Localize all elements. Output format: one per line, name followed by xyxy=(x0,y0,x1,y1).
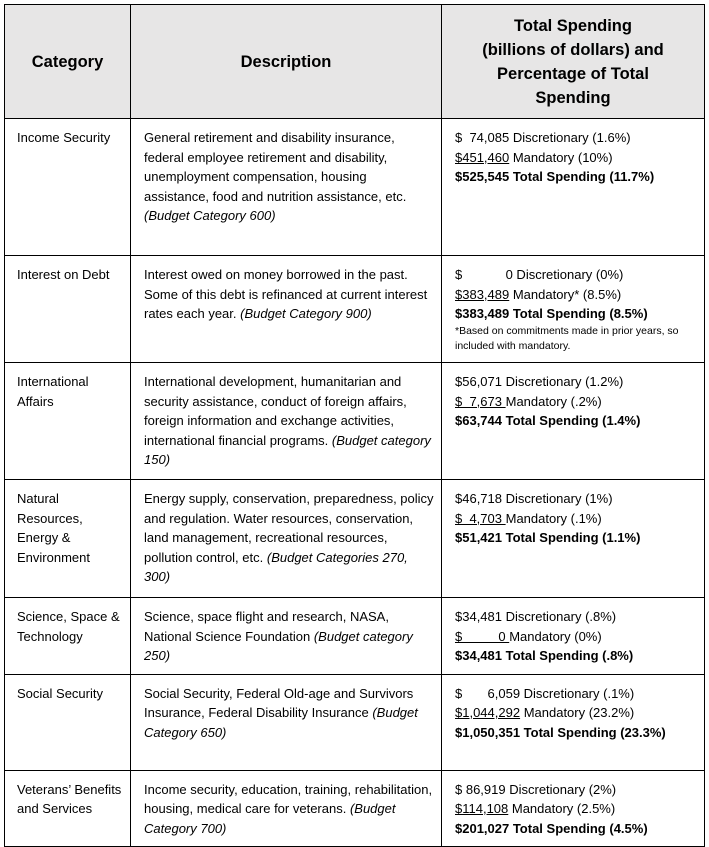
total-spending: $34,481 Total Spending (.8%) xyxy=(455,648,634,663)
description-text: International development, humanitarian and security assistance, conduct of foreign affairs, foreign information and exchange activities, international financial programs. xyxy=(144,374,407,448)
budget-category: (Budget category 250) xyxy=(144,628,413,663)
table-row xyxy=(5,674,705,770)
mandatory-amount: $383,489 xyxy=(455,286,510,302)
spending-cell xyxy=(442,674,705,770)
category-cell: Science, Space & Technology xyxy=(17,609,120,644)
discretionary-label: Discretionary (.8%) xyxy=(502,609,617,624)
category-cell: Veterans’ Benefits and Services xyxy=(17,781,122,816)
mandatory-label: Mandatory (10%) xyxy=(509,149,613,165)
description-text: Social Security, Federal Old-age and Survivors Insurance, Federal Disability Insurance xyxy=(144,685,414,720)
category-cell: Interest on Debt xyxy=(17,267,110,282)
total-spending: $51,421 Total Spending (1.1%) xyxy=(455,530,641,545)
description-cell xyxy=(131,256,442,363)
description-cell xyxy=(131,770,442,847)
budget-category: (Budget Category 650) xyxy=(144,705,418,740)
table-row xyxy=(5,363,705,480)
description-text: Income security, education, training, rehabilitation, housing, medical care for veterans. xyxy=(144,781,433,816)
description-text: Interest owed on money borrowed in the past. Some of this debt is refinanced at current interest rates each year. xyxy=(144,267,428,321)
mandatory-label: Mandatory (.2%) xyxy=(505,393,602,409)
table-row xyxy=(5,770,705,847)
spending-cell xyxy=(442,598,705,675)
discretionary-amount: $34,481 xyxy=(455,609,502,624)
mandatory-amount: $451,460 xyxy=(455,149,510,165)
discretionary-amount: $56,071 xyxy=(455,374,502,389)
discretionary-label: Discretionary (.1%) xyxy=(520,685,635,701)
description-cell xyxy=(131,119,442,256)
header-total-line3: Percentage of Total xyxy=(497,64,649,83)
spending-cell xyxy=(442,363,705,480)
total-spending: $1,050,351 Total Spending (23.3%) xyxy=(455,724,666,740)
discretionary-label: Discretionary (1%) xyxy=(502,491,613,506)
description-cell xyxy=(131,674,442,770)
description-text: Energy supply, conservation, preparedness, policy and regulation. Water resources, conservation, land management, recreational resources, pollution control, etc. xyxy=(144,491,434,565)
header-description: Description xyxy=(131,5,442,119)
mandatory-label: Mandatory (0%) xyxy=(509,628,602,644)
total-spending: $201,027 Total Spending (4.5%) xyxy=(455,820,648,836)
spending-cell xyxy=(442,480,705,598)
description-cell xyxy=(131,598,442,675)
discretionary-amount: $ 0 xyxy=(455,267,513,282)
spending-cell xyxy=(442,256,705,363)
header-category: Category xyxy=(5,5,131,119)
budget-category: (Budget Category 900) xyxy=(240,306,372,321)
total-spending: $525,545 Total Spending (11.7%) xyxy=(455,169,655,184)
mandatory-amount: $ 4,703 xyxy=(455,510,506,526)
spending-cell xyxy=(442,119,705,256)
discretionary-label: Discretionary (2%) xyxy=(505,781,617,797)
header-total-line1: Total Spending xyxy=(514,16,632,35)
mandatory-label: Mandatory (.1%) xyxy=(505,510,602,526)
description-text: Science, space flight and research, NASA, National Science Foundation xyxy=(144,609,389,644)
mandatory-label: Mandatory* (8.5%) xyxy=(509,286,622,302)
category-cell: International Affairs xyxy=(17,374,89,409)
discretionary-label: Discretionary (0%) xyxy=(512,267,624,282)
discretionary-amount: $46,718 xyxy=(455,491,502,506)
description-cell xyxy=(131,480,442,598)
mandatory-amount: $1,044,292 xyxy=(455,705,521,720)
header-total-line4: Spending xyxy=(535,88,611,107)
mandatory-amount: $114,108 xyxy=(455,801,509,816)
table-row xyxy=(5,480,705,598)
mandatory-label: Mandatory (2.5%) xyxy=(508,801,616,816)
category-cell: Income Security xyxy=(17,130,111,145)
mandatory-amount: $ 7,673 xyxy=(455,393,506,409)
discretionary-amount: $ 74,085 xyxy=(455,130,510,145)
spending-cell xyxy=(442,770,705,847)
table-row xyxy=(5,119,705,256)
total-spending: $383,489 Total Spending (8.5%) xyxy=(455,306,648,321)
header-row xyxy=(5,5,705,119)
discretionary-amount: $ 6,059 xyxy=(455,685,521,701)
category-cell: Social Security xyxy=(17,685,103,701)
total-spending: $63,744 Total Spending (1.4%) xyxy=(455,413,641,428)
spending-table xyxy=(4,4,705,847)
discretionary-label: Discretionary (1.2%) xyxy=(502,374,624,389)
description-text: General retirement and disability insurance, federal employee retirement and disability, unemployment compensation, housing assistance, food and nutrition assistance, etc. xyxy=(144,130,407,204)
budget-category: (Budget Category 700) xyxy=(144,801,396,836)
table-row xyxy=(5,598,705,675)
footnote: *Based on commitments made in prior years, so included with mandatory. xyxy=(455,324,679,352)
discretionary-amount: $ 86,919 xyxy=(455,781,506,797)
table-row xyxy=(5,256,705,363)
header-total-line2: (billions of dollars) and xyxy=(482,40,664,59)
budget-category: (Budget category 150) xyxy=(144,432,431,467)
mandatory-amount: $ 0 xyxy=(455,628,510,644)
category-cell: Natural Resources, Energy & Environment xyxy=(17,491,90,565)
budget-category: (Budget Categories 270, 300) xyxy=(144,549,408,584)
header-total-spending xyxy=(442,5,705,119)
mandatory-label: Mandatory (23.2%) xyxy=(520,705,635,720)
budget-category: (Budget Category 600) xyxy=(144,208,276,223)
description-cell xyxy=(131,363,442,480)
discretionary-label: Discretionary (1.6%) xyxy=(509,130,631,145)
